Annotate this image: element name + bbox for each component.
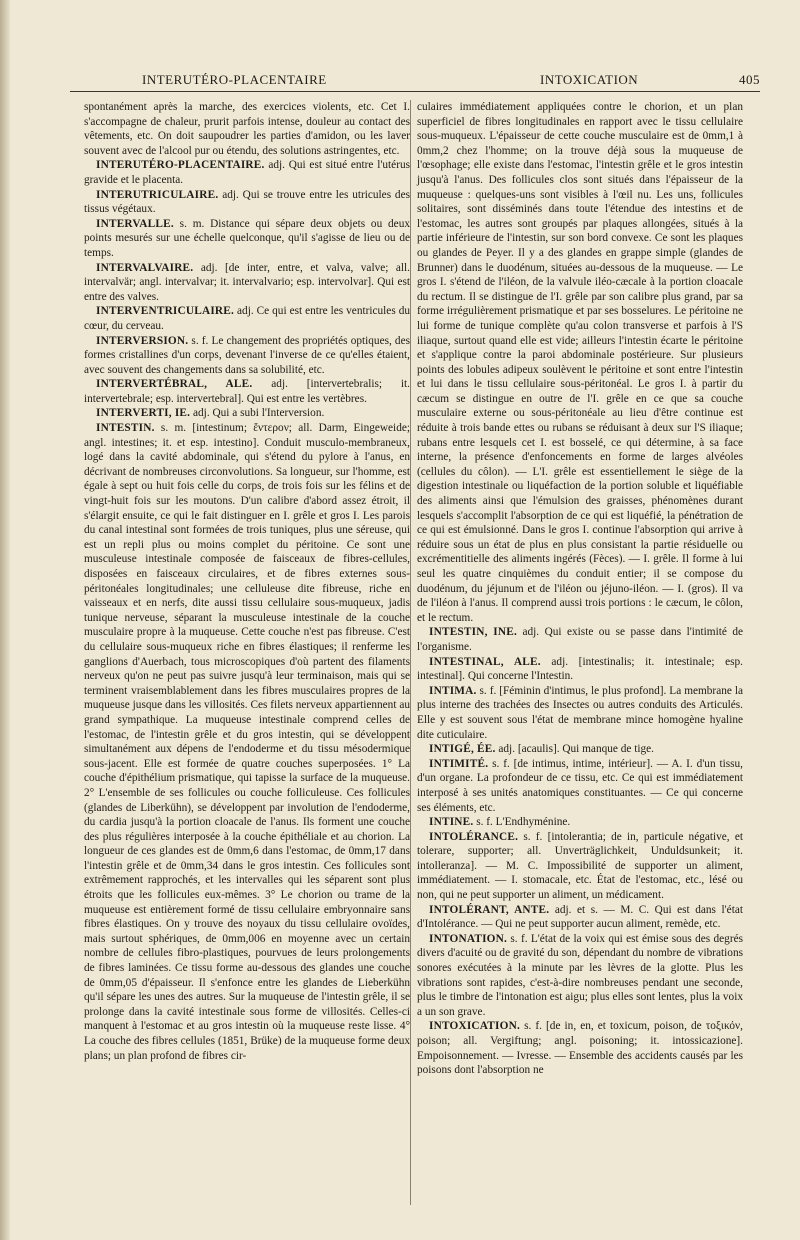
dictionary-entry [417,625,743,654]
entry-headword: INTERVALVAIRE. [96,261,194,274]
page-number: 405 [739,72,760,87]
entry-headword: INTESTINAL, ALE. [429,655,541,668]
header-right-word: INTOXICATION [540,72,639,87]
entry-headword: INTINE. [429,816,474,829]
entry-headword: INTIMITÉ. [429,757,489,770]
dictionary-entry [84,217,410,261]
entry-text: adj. Qui existe ou se passe dans l'intimité de l'organisme. [417,626,744,653]
entry-text: s. f. L'Endhyménine. [473,816,571,829]
dictionary-entry [417,932,743,1020]
entry-headword: INTOXICATION. [429,1020,521,1033]
dictionary-entry [417,742,743,757]
entry-text: s. f. [de intimus, intime, intérieur]. — A. I. d'un tissu, d'un organe. La profondeur de ce tissu, etc. Ce qui est immédiatement interposé à ses unités anatomiques constituantes. — Ce qui concerne ses éléments, etc. [417,757,743,814]
dictionary-entry [417,757,743,815]
entry-headword: INTERUTRICULAIRE. [96,188,219,201]
entry-headword: INTERVERTI, IE. [96,407,191,420]
entry-text: adj. [intervertebralis; it. intervertebrale; esp. intervertebral]. Qui est entre les vertèbres. [84,378,411,405]
entry-text: s. f. Le changement des propriétés optiques, des formes cristallines d'un corps, devenant l'inverse de ce qu'elles étaient, avec souvent des changements dans sa solubilité, etc. [84,334,410,376]
header-left-word: INTERUTÉRO-PLACENTAIRE [142,72,327,87]
entry-headword: INTOLÉRANCE. [429,830,519,843]
entry-headword: INTERVERTÉBRAL, ALE. [96,378,253,391]
entry-headword: INTIGÉ, ÉE. [429,743,496,756]
entry-text: s. f. [intolerantia; de in, particule négative, et tolerare, supporter; all. Unverträglichkeit, Unduldsunkeit; it. intolleranza]. — M. C. Impossibilité de supporter un aliment, immédiatement. — I. stomacale, etc. État de l'estomac, etc., lésé ou non, qui ne peut supporter un aliment, un médicament. [417,830,743,902]
dictionary-entry [84,334,410,378]
entry-headword: INTESTIN. [96,422,155,435]
header-rule [70,91,760,92]
dictionary-entry [417,830,743,903]
dictionary-entry [84,377,410,406]
dictionary-entry [84,406,410,421]
right-column [417,100,743,1078]
page-edge-shadow [0,0,10,1240]
entry-text: adj. Ce qui est entre les ventricules du cœur, du cerveau. [84,305,410,332]
entry-text: adj. [de inter, entre, et valva, valve; all. intervalvär; angl. intervalvar; it. intervalvario; esp. intervolvar]. Qui est entre des valves. [84,261,410,303]
entry-headword: INTONATION. [429,932,508,945]
entry-headword: INTESTIN, INE. [429,626,518,639]
dictionary-entry [84,261,410,305]
entry-text: culaires immédiatement appliquées contre le chorion, et un plan superficiel de fibres longitudinales en rapport avec le tissu cellulaire sous-muqueux. L'épaisseur de cette couche musculaire est de 0mm,1 à 0mm,2 chez l'homme; on la trouve déjà sous la muqueuse de l'œsophage; elle existe dans l'estomac, l'intestin grêle et le gros intestin jusqu'à l'anus. Des follicules clos sont situés dans l'épaisseur de la muqueuse : quelques-uns sont visibles à l'œil nu. Les uns, follicules solitaires, sont disséminés dans toute l'étendue des intestins et de l'estomac, les autres sont groupés par plaques allongées, situés à la partie inférieure de l'intestin, sur son bord convexe. Ce sont les plaques ou glandes de Peyer. Il y a des glandes en grappe simple (glandes de Brunner) dans le duodénum, situées au-dessous de la muqueuse. — Le gros I. s'étend de l'iléon, de la valvule iléo-cæcale à la portion cloacale du rectum. Il se distingue de l'I. grêle par son calibre plus grand, par sa forme irrégulièrement prismatique et par ses bosselures. Le péritoine ne lui forme de tunique complète qu'au colon transverse et parfois à l'S iliaque, surtout quand elle est vide; ailleurs l'intestin écarte le péritoine et s'applique contre la paroi abdominale postérieure. Sur plusieurs points des lobules adipeux soulèvent le péritoine et sont entre l'intestin et lui dans le tissu cellulaire sous-péritonéal. Le gros I. à partir du cæcum se distingue en outre de l'I. grêle en ce que sa couche musculaire externe ou sous-péritonéale au lieu d'être continue est réduite à trois bande ettes ou rubans se réduisant à deux sur l'S iliaque; rubans entre lesquels cet I. est bosselé, ce qui détermine, à sa face interne, la présence d'enfoncements en forme de larges alvéoles (cellules du côlon). — L'I. grêle est essentiellement le siège de la digestion intestinale ou liquéfaction de la portion soluble et liquéfiable des aliments ainsi que l'émulsion des graisses, phénomènes durant lesquels s'accomplit l'absorption de ce qui est liquéfié, la pénétration de ce qui est émulsionné. Dans le gros I. continue l'absorption qui arrive à réduire sous un état de plus en plus consistant la partie résiduelle ou excrémentitielle des aliments ingérés (Fèces). — I. grêle. Il forme à lui seul les quatre cinquièmes du conduit entier; il se compose du duodénum, du jéjunum et de l'iléon ou jéjuno-iléon. — I. (gros). Il va de l'iléon à l'anus. Il comprend aussi trois portions : le cæcum, le côlon, et le rectum. [417,101,743,624]
dictionary-entry [417,1019,743,1077]
entry-headword: INTIMA. [429,684,477,697]
entry-text: spontanément après la marche, des exercices violents, etc. Cet I. s'accompagne de chaleur, prurit parfois intense, douleur au contact des vêtements, etc. On doit saupoudrer les parties d'amidon, ou les laver souvent avec de l'alcool pur ou étendu, des solutions astringentes, etc. [84,101,410,157]
entry-headword: INTERUTÉRO-PLACENTAIRE. [96,159,265,172]
entry-text: adj. [acaulis]. Qui manque de tige. [495,743,654,756]
left-column [84,100,410,1063]
entry-text: adj. [intestinalis; it. intestinale; esp. intestinal]. Qui concerne l'Intestin. [417,655,743,683]
dictionary-entry [84,100,410,158]
entry-headword: INTOLÉRANT, ANTE. [429,903,550,916]
dictionary-entry [417,903,743,932]
entry-text: s. f. L'état de la voix qui est émise sous des degrés divers d'acuité ou de gravité du son, dépendant du nombre de vibrations sonores exécutées à la minute par les lèvres de la glotte. Plus les vibrations sont rapides, c'est-à-dire nombreuses pendant une seconde, plus le timbre de l'intonation est aigu; plus elles sont lentes, plus la voix a un son grave. [417,932,743,1018]
dictionary-entry [84,304,410,333]
entry-text: adj. Qui se trouve entre les utricules des tissus végétaux. [84,188,410,216]
dictionary-entry [84,158,410,187]
column-divider [410,100,411,1205]
entry-headword: INTERVENTRICULAIRE. [96,305,235,318]
entry-headword: INTERVALLE. [96,217,174,230]
running-header [70,68,760,92]
entry-text: adj. Qui est situé entre l'utérus gravide et le placenta. [84,159,410,186]
entry-text: adj. et s. — M. C. Qui est dans l'état d'Intolérance. — Qui ne peut supporter aucun aliment, remède, etc. [417,903,743,931]
entry-text: s. f. [Féminin d'intimus, le plus profond]. La membrane la plus interne des trachées des Insectes ou autres conduits des Articulés. Elle y est souvent sous l'état de membrane mince homogène hyaline dite cuticulaire. [417,684,743,741]
dictionary-entry [84,421,410,1063]
entry-headword: INTERVERSION. [96,334,189,347]
entry-text: adj. Qui a subi l'Interversion. [190,407,325,420]
entry-text: s. m. Distance qui sépare deux objets ou deux points mesurés sur une échelle quelconque, qu'il s'agisse de lieu ou de temps. [84,217,410,259]
dictionary-entry [417,815,743,830]
entry-text: s. m. [intestinum; ἔντερον; all. Darm, Eingeweide; angl. intestines; it. et esp. intestino]. Conduit musculo-membraneux, logé dans la cavité abdominale, qui s'étend du pylore à l'anus, en décrivant de nombreuses circonvolutions. Sa longueur, sur l'homme, est égale à sept ou huit fois celle du corps, de trois fois sur les félins et de vingt-huit fois sur les moutons. D'un calibre d'abord assez étroit, il s'élargit ensuite, ce qui le fait distinguer en I. grêle et gros I. Les parois du canal intestinal sont formées de trois tuniques, plus une séreuse, qui est un repli plus ou moins complet du péritoine. Ce sont une musculeuse intestinale composée de faisceaux de fibres-cellules, disposées en faisceaux circulaires, et de fibres externes sous-péritonéales longitudinales; une celluleuse dite fibreuse, riche en vaisseaux et en nerfs, dite aussi tissu cellulaire sous-muqueux, jadis tunique nerveuse, séparant la musculeuse intestinale de la couche musculaire propre à la muqueuse. Cette couche n'est pas fibreuse. C'est du cellulaire sous-muqueux riche en fibres élastiques; il renferme les ganglions d'Auerbach, tous microscopiques d'où partent des filaments nerveux qu'on ne peut pas suivre jusqu'à leur terminaison, mais qui se terminent vraisemblablement dans les fibres musculaires propres de la muqueuse jusque dans les villosités. Ces filets nerveux appartiennent au grand sympathique. La muqueuse intestinale comprend celles de l'estomac, de l'intestin grêle et du gros intestin, qui se développent simultanément aux dépens de l'endoderme et du tissu mésodermique sous-jacent. Elle est formée de quatre couches superposées. 1° La couche d'épithélium prismatique, qui tapisse la surface de la muqueuse. 2° L'ensemble de ses follicules ou couche folliculeuse. Ces follicules (glandes de Liberkühn), se développent par involution de l'endoderme, du cardia jusqu'à la portion cloacale de l'anus. Ils forment une couche des plus régulières interposée à la couche épithéliale et au chorion. La longueur de ces glandes est de 0mm,6 dans l'estomac, de 0mm,17 dans l'intestin grêle et de 0mm,34 dans le gros intestin. Ces follicules sont extrêmement rapprochés, et les intervalles qui les séparent sont plus étroits que les follicules eux-mêmes. 3° Le chorion ou trame de la muqueuse est entièrement formé de tissu cellulaire embryonnaire sans fibres élastiques. On y trouve des noyaux du tissu cellulaire ovoïdes, mais surtout sphériques, de 0mm,006 en moyenne avec un certain nombre de cellules fibro-plastiques, pourvues de leurs prolongements de fibres laminées. Ce tissu forme au-dessous des glandes une couche de 0mm,05 d'épaisseur. Il s'enfonce entre les glandes de Lieberkühn qu'il sépare les unes des autres. Sur la muqueuse de l'intestin grêle, il se prolonge dans la cavité intestinale sous forme de villosités. Celles-ci manquent à l'estomac et au gros intestin où la muqueuse reste lisse. 4° La couche des fibres cellules (1851, Brüke) de la muqueuse forme deux plans; un plan profond de fibres cir- [84,422,410,1062]
dictionary-entry [417,684,743,742]
dictionary-entry [417,100,743,625]
dictionary-entry [84,188,410,217]
entry-text: s. f. [de in, en, et toxicum, poison, de τοξικόν, poison; all. Vergiftung; angl. poisoning; it. intossicazione]. Empoisonnement. — Ivresse. — Ensemble des accidents causés par les poisons dont l'absorption ne [417,1020,743,1077]
dictionary-entry [417,655,743,684]
